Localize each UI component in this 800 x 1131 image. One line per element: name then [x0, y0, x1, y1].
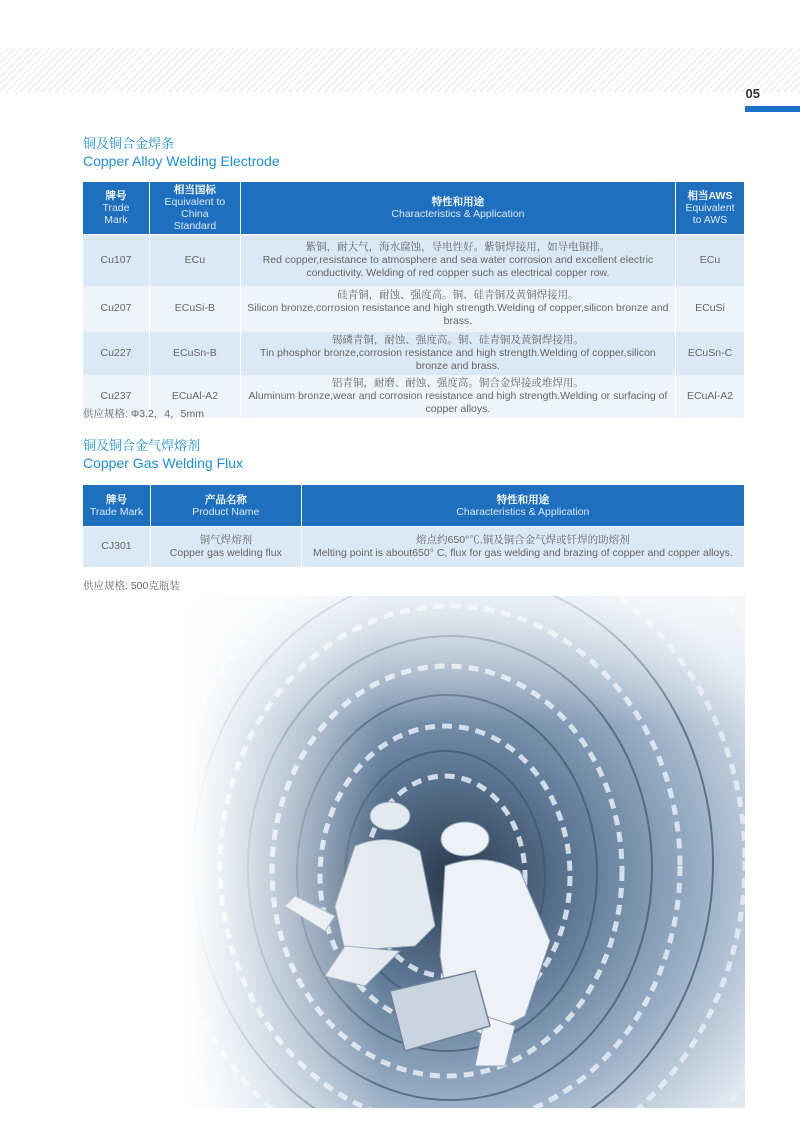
flux-table: [82, 484, 745, 567]
trade-mark-cell: Cu107: [83, 235, 150, 286]
china-standard-cell: ECuSn-B: [149, 332, 240, 375]
table-row: [83, 286, 745, 332]
aws-cell: ECuSn-C: [676, 332, 745, 375]
table-row: [83, 235, 745, 286]
flux-title-en: Copper Gas Welding Flux: [83, 454, 244, 471]
trade-mark-cell: Cu237: [83, 375, 150, 418]
electrode-header-row: [83, 182, 745, 235]
china-standard-cell: ECu: [149, 235, 240, 286]
product-name-cell: 铜气焊熔剂 Copper gas welding flux: [150, 527, 301, 567]
characteristics-cell: 紫铜，耐大气，海水腐蚀，导电性好。紫铜焊接用，如导电铜排。 Red copper,resistance to atmosphere and sea water corrosion and excellent electric conductivity. Welding of red copper such as electrical copper row.: [240, 235, 675, 286]
col-trade-mark: 牌号 Trade Mark: [83, 485, 151, 527]
china-standard-cell: ECuSi-B: [149, 286, 240, 332]
characteristics-cell: 硅青铜，耐蚀、强度高。铜、硅青铜及黄铜焊接用。 Silicon bronze,corrosion resistance and high strength.Welding of copper,silicon bronze and brass.: [240, 286, 675, 332]
table-row: [83, 332, 745, 375]
china-standard-cell: ECuAl-A2: [149, 375, 240, 418]
aws-cell: ECuSi: [676, 286, 745, 332]
aws-cell: ECu: [676, 235, 745, 286]
table-row: [83, 527, 745, 567]
col-equivalent-aws: 相当AWS Equivalent to AWS: [676, 182, 745, 235]
electrode-supply-spec: 供应规格: Φ3.2，4，5mm: [83, 408, 204, 420]
trade-mark-cell: CJ301: [83, 527, 151, 567]
workers-in-generator-stator-photo: [185, 596, 745, 1108]
characteristics-cell: 锡磷青铜，耐蚀、强度高。铜、硅青铜及黄铜焊接用。 Tin phosphor bronze,corrosion resistance and high strength.Welding of copper,silicon bronze and brass.: [240, 332, 675, 375]
col-product-name: 产品名称 Product Name: [150, 485, 301, 527]
page-number: 05: [745, 86, 760, 101]
col-equivalent-china: 相当国标 Equivalent to China Standard: [149, 182, 240, 235]
trade-mark-cell: Cu207: [83, 286, 150, 332]
col-characteristics: 特性和用途 Characteristics & Application: [301, 485, 744, 527]
page-number-bar: [745, 106, 800, 112]
flux-title-cn: 铜及铜合金气焊熔剂: [83, 439, 201, 454]
flux-section-title: [83, 440, 243, 471]
stator-photo-illustration: [185, 596, 745, 1108]
col-trade-mark: 牌号 Trade Mark: [83, 182, 150, 235]
aws-cell: ECuAl-A2: [676, 375, 745, 418]
electrode-title-en: Copper Alloy Welding Electrode: [83, 152, 280, 169]
col-characteristics: 特性和用途 Characteristics & Application: [240, 182, 675, 235]
trade-mark-cell: Cu227: [83, 332, 150, 375]
electrode-table: [82, 181, 745, 418]
flux-supply-spec: 供应规格: 500克瓶装: [83, 580, 180, 592]
flux-header-row: [83, 485, 745, 527]
header-hatch-band: [0, 48, 800, 92]
characteristics-cell: 铝青铜，耐磨、耐蚀、强度高。铜合金焊接或堆焊用。 Aluminum bronze,wear and corrosion resistance and high strength.Welding or surfacing of copper alloys.: [240, 375, 675, 418]
electrode-title-cn: 铜及铜合金焊条: [83, 137, 175, 152]
characteristics-cell: 熔点约650°℃,铜及铜合金气焊或钎焊的助熔剂 Melting point is about650° C, flux for gas welding and brazing of copper and copper alloys.: [301, 527, 744, 567]
electrode-section-title: [83, 138, 280, 169]
